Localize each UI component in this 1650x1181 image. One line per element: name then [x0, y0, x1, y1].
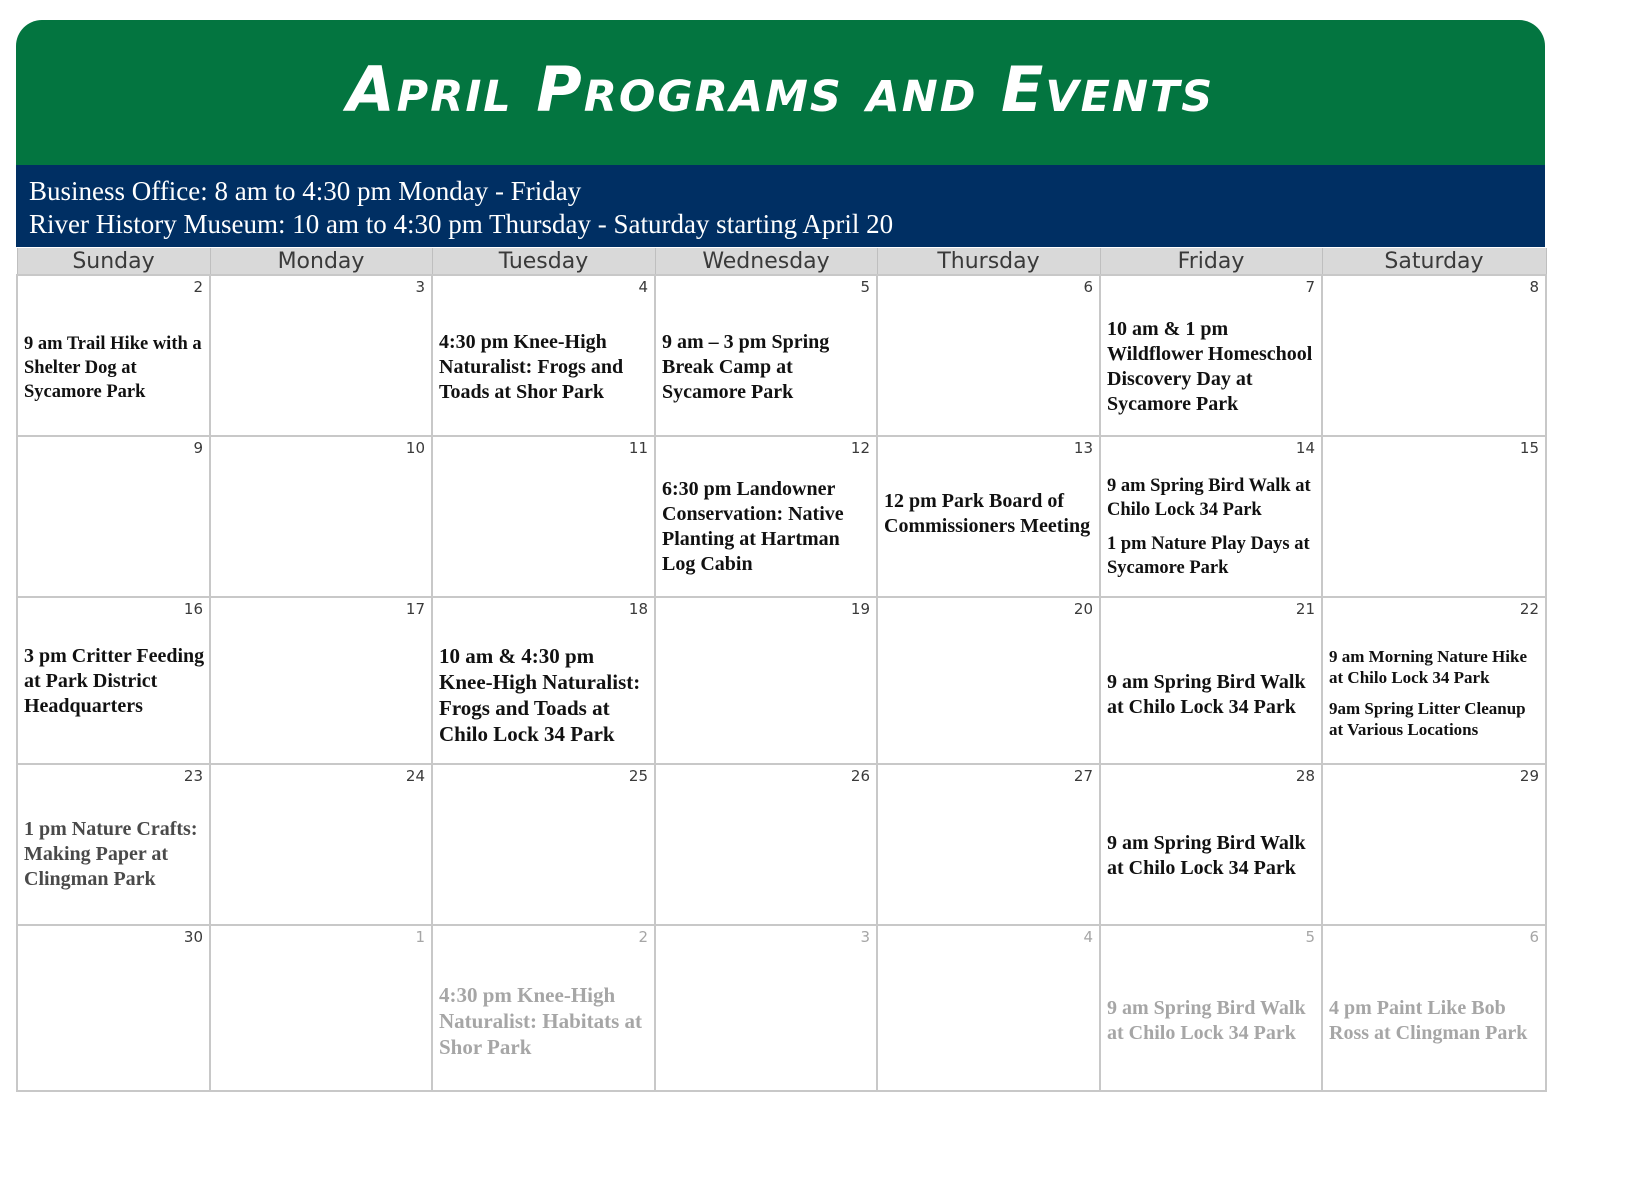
event-item[interactable]: 4 pm Paint Like Bob Ross at Clingman Park — [1329, 997, 1528, 1044]
day-number: 23 — [183, 767, 203, 785]
weekday-monday: Monday — [210, 248, 432, 275]
day-number: 21 — [1295, 600, 1315, 618]
day-number: 4 — [638, 278, 648, 296]
event-item[interactable]: 1 pm Nature Crafts: Making Paper at Clingman Park — [24, 818, 198, 890]
day-number: 24 — [405, 767, 425, 785]
day-cell[interactable] — [655, 597, 877, 764]
day-cell[interactable] — [17, 275, 210, 436]
event-item[interactable]: 10 am & 4:30 pm Knee-High Naturalist: Frogs and Toads at Chilo Lock 34 Park — [439, 644, 641, 746]
day-cell[interactable] — [1100, 275, 1322, 436]
day-cell[interactable] — [655, 436, 877, 597]
day-number: 11 — [628, 439, 648, 457]
weekday-friday: Friday — [1100, 248, 1322, 275]
day-cell[interactable] — [655, 764, 877, 925]
event-item[interactable]: 4:30 pm Knee-High Naturalist: Habitats at Shor Park — [439, 983, 642, 1059]
week-row — [17, 436, 1546, 597]
day-number: 3 — [860, 928, 870, 946]
calendar-grid — [16, 248, 1547, 1092]
day-cell[interactable] — [432, 436, 655, 597]
day-number: 6 — [1529, 928, 1539, 946]
day-number: 3 — [415, 278, 425, 296]
event-item[interactable]: 9am Spring Litter Cleanup at Various Locations — [1329, 699, 1526, 739]
day-cell[interactable] — [210, 436, 432, 597]
day-number: 15 — [1519, 439, 1539, 457]
day-number: 26 — [850, 767, 870, 785]
event-item[interactable]: 3 pm Critter Feeding at Park District Headquarters — [24, 645, 205, 717]
day-cell[interactable] — [17, 925, 210, 1091]
week-row — [17, 764, 1546, 925]
event-item[interactable]: 9 am Spring Bird Walk at Chilo Lock 34 Park — [1107, 476, 1311, 520]
day-number: 12 — [850, 439, 870, 457]
day-cell[interactable] — [877, 275, 1100, 436]
day-number: 2 — [638, 928, 648, 946]
day-number: 6 — [1083, 278, 1093, 296]
weekday-header — [17, 248, 1546, 275]
day-number: 7 — [1305, 278, 1315, 296]
day-cell[interactable] — [877, 597, 1100, 764]
day-cell[interactable] — [1322, 764, 1546, 925]
day-cell[interactable] — [432, 764, 655, 925]
title-banner — [16, 20, 1545, 165]
event-item[interactable]: 9 am Spring Bird Walk at Chilo Lock 34 Park — [1107, 997, 1306, 1044]
weekday-saturday: Saturday — [1322, 248, 1546, 275]
day-number: 19 — [850, 600, 870, 618]
day-cell[interactable] — [1100, 764, 1322, 925]
week-row — [17, 275, 1546, 436]
day-number: 25 — [628, 767, 648, 785]
day-number: 5 — [1305, 928, 1315, 946]
day-number: 20 — [1073, 600, 1093, 618]
day-cell[interactable] — [432, 275, 655, 436]
business-office-hours: Business Office: 8 am to 4:30 pm Monday - Friday — [29, 176, 582, 206]
day-cell[interactable] — [1322, 275, 1546, 436]
event-item[interactable]: 6:30 pm Landowner Conservation: Native Planting at Hartman Log Cabin — [662, 478, 844, 575]
day-number: 4 — [1083, 928, 1093, 946]
day-cell[interactable] — [655, 275, 877, 436]
day-cell[interactable] — [1100, 925, 1322, 1091]
weekday-tuesday: Tuesday — [432, 248, 655, 275]
page-title: April Programs and Events — [346, 53, 1215, 126]
day-cell[interactable] — [877, 925, 1100, 1091]
weekday-sunday: Sunday — [17, 248, 210, 275]
day-cell[interactable] — [877, 436, 1100, 597]
week-row — [17, 597, 1546, 764]
day-number: 17 — [405, 600, 425, 618]
weekday-thursday: Thursday — [877, 248, 1100, 275]
day-number: 16 — [183, 600, 203, 618]
day-cell[interactable] — [1100, 597, 1322, 764]
day-cell[interactable] — [1100, 436, 1322, 597]
event-item[interactable]: 4:30 pm Knee-High Naturalist: Frogs and Toads at Shor Park — [439, 331, 624, 403]
day-cell[interactable] — [877, 764, 1100, 925]
day-cell[interactable] — [1322, 925, 1546, 1091]
day-number: 18 — [628, 600, 648, 618]
event-item[interactable]: 12 pm Park Board of Commissioners Meeting — [884, 490, 1091, 537]
event-item[interactable]: 1 pm Nature Play Days at Sycamore Park — [1107, 534, 1310, 578]
day-number: 9 — [193, 439, 203, 457]
week-row — [17, 925, 1546, 1091]
day-cell[interactable] — [17, 436, 210, 597]
day-cell[interactable] — [655, 925, 877, 1091]
day-number: 29 — [1519, 767, 1539, 785]
event-item[interactable]: 9 am Morning Nature Hike at Chilo Lock 34 Park — [1329, 647, 1528, 687]
day-cell[interactable] — [210, 925, 432, 1091]
day-cell[interactable] — [1322, 436, 1546, 597]
day-number: 8 — [1529, 278, 1539, 296]
day-number: 27 — [1073, 767, 1093, 785]
day-cell[interactable] — [17, 597, 210, 764]
day-cell[interactable] — [210, 275, 432, 436]
day-number: 14 — [1295, 439, 1315, 457]
event-item[interactable]: 9 am Spring Bird Walk at Chilo Lock 34 Park — [1107, 671, 1306, 718]
day-number: 10 — [405, 439, 425, 457]
day-number: 5 — [860, 278, 870, 296]
hours-banner — [16, 165, 1545, 247]
museum-hours: River History Museum: 10 am to 4:30 pm Thursday - Saturday starting April 20 — [29, 209, 894, 239]
day-cell[interactable] — [1322, 597, 1546, 764]
day-cell[interactable] — [210, 597, 432, 764]
day-cell[interactable] — [432, 597, 655, 764]
day-number: 13 — [1073, 439, 1093, 457]
day-number: 2 — [193, 278, 203, 296]
event-item[interactable]: 10 am & 1 pm Wildflower Homeschool Discovery Day at Sycamore Park — [1107, 318, 1313, 415]
day-number: 1 — [415, 928, 425, 946]
day-number: 30 — [183, 928, 203, 946]
event-item[interactable]: 9 am Spring Bird Walk at Chilo Lock 34 Park — [1107, 832, 1306, 879]
day-number: 28 — [1295, 767, 1315, 785]
day-cell[interactable] — [17, 764, 210, 925]
day-cell[interactable] — [210, 764, 432, 925]
weekday-wednesday: Wednesday — [655, 248, 877, 275]
event-item[interactable]: 9 am Trail Hike with a Shelter Dog at Sycamore Park — [24, 334, 202, 402]
day-cell[interactable] — [432, 925, 655, 1091]
day-number: 22 — [1519, 600, 1539, 618]
event-item[interactable]: 9 am – 3 pm Spring Break Camp at Sycamore Park — [662, 331, 830, 403]
